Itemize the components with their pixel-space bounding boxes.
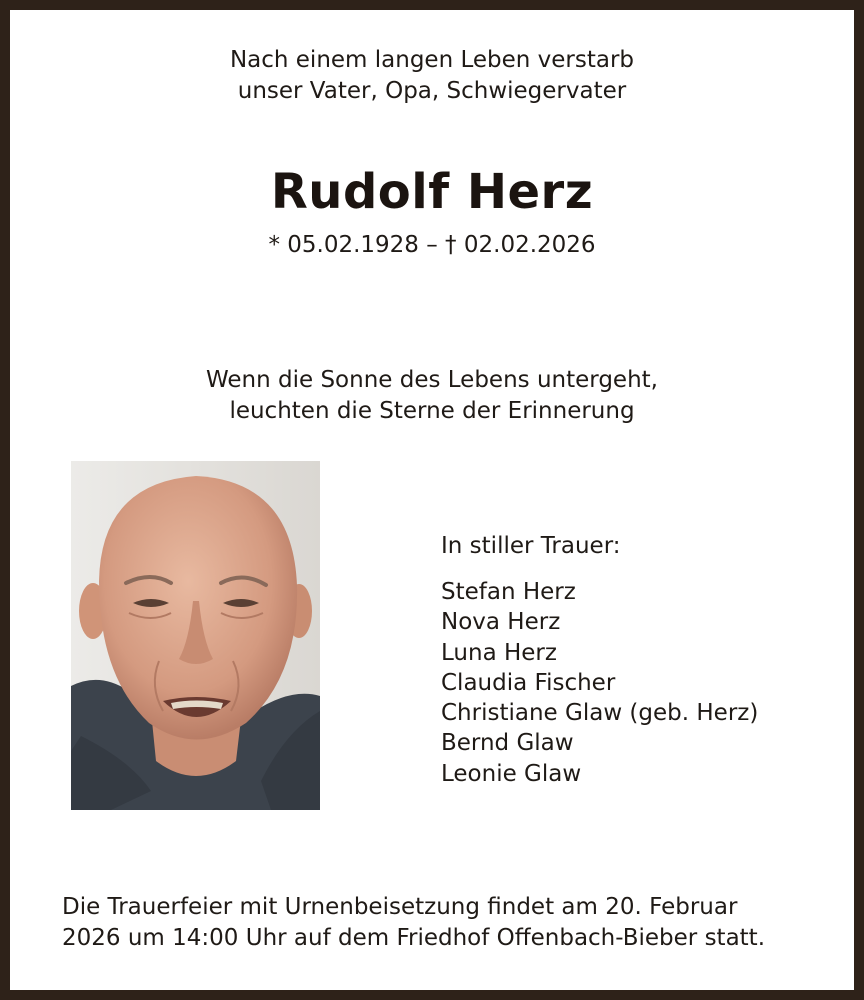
intro-line-2: unser Vater, Opa, Schwiegervater	[237, 78, 627, 104]
mourner-name: Bernd Glaw	[441, 730, 574, 757]
ceremony-info	[62, 892, 822, 954]
intro-line-1: Nach einem langen Leben verstarb	[229, 47, 635, 73]
mourner-name: Christiane Glaw (geb. Herz)	[441, 700, 759, 727]
portrait-photo	[71, 461, 320, 810]
mourners-list	[441, 577, 758, 789]
mourner-name: Nova Herz	[441, 609, 561, 636]
memorial-quote	[10, 365, 854, 427]
quote-line-2: leuchten die Sterne der Erinnerung	[229, 398, 635, 424]
mourner-name: Luna Herz	[441, 639, 557, 666]
life-dates: * 05.02.1928 – † 02.02.2026	[268, 232, 596, 258]
obituary-card	[10, 10, 854, 990]
intro-text	[10, 45, 854, 107]
ceremony-line-1: Die Trauerfeier mit Urnenbeisetzung findet am 20. Februar	[62, 894, 738, 920]
mourners-section	[441, 531, 758, 789]
quote-line-1: Wenn die Sonne des Lebens untergeht,	[205, 367, 658, 393]
ceremony-line-2: 2026 um 14:00 Uhr auf dem Friedhof Offenbach-Bieber statt.	[62, 925, 766, 951]
mourner-name: Claudia Fischer	[441, 669, 616, 696]
deceased-name: Rudolf Herz	[270, 164, 594, 220]
mourner-name: Stefan Herz	[441, 579, 576, 605]
mourner-name: Leonie Glaw	[441, 760, 582, 787]
mourners-heading: In stiller Trauer:	[441, 533, 621, 559]
